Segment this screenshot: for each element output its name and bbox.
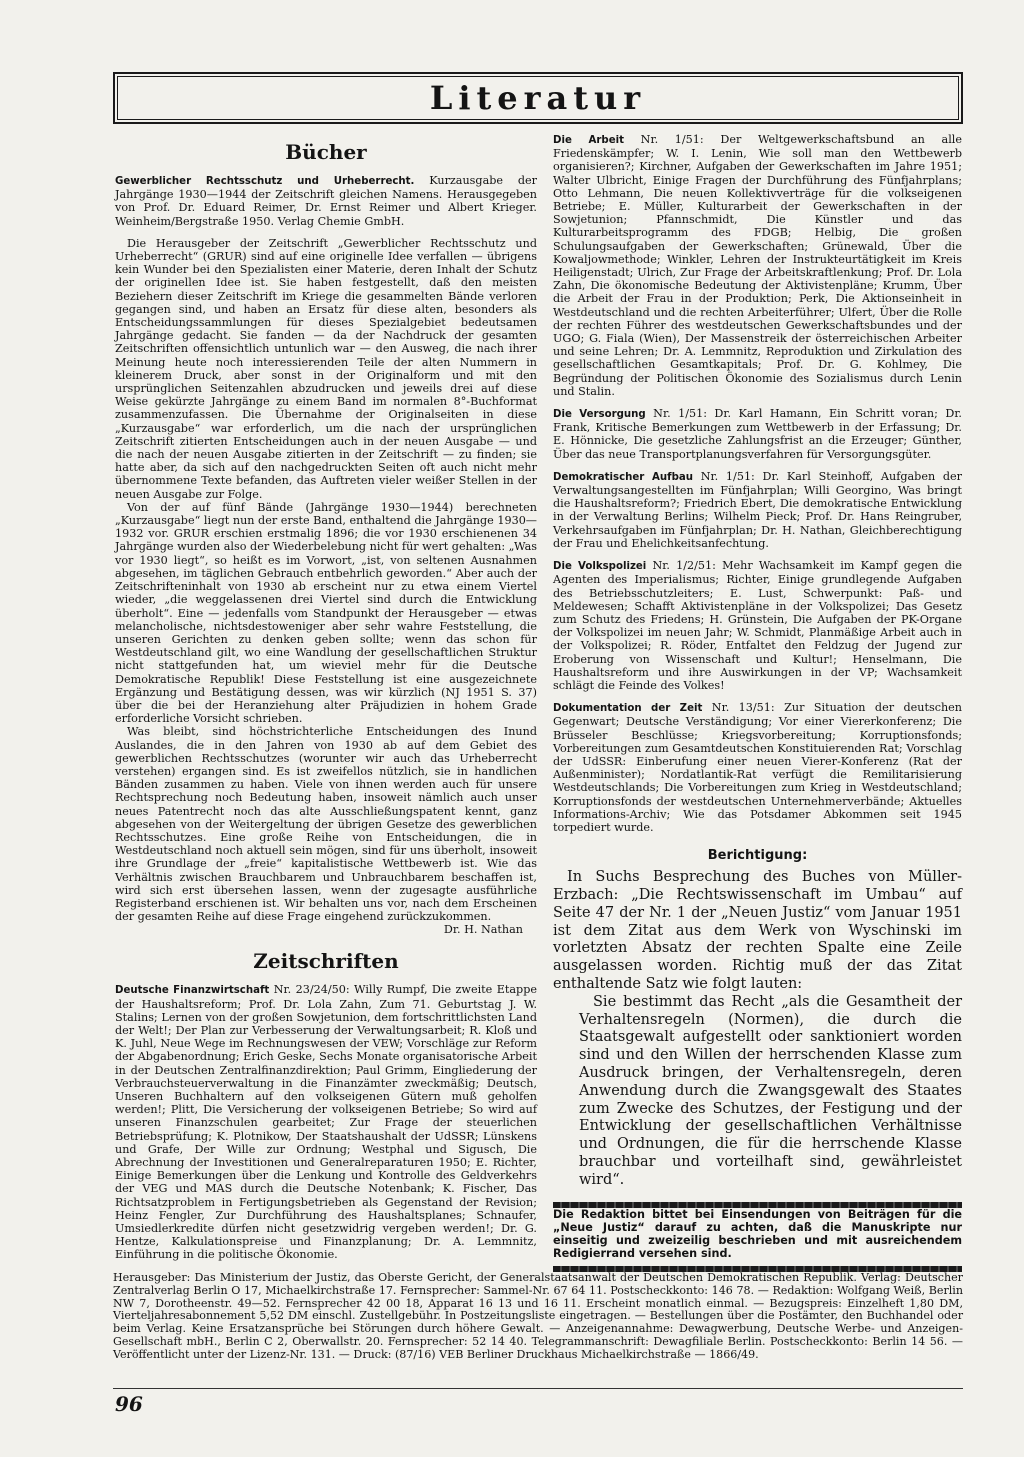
review-signature: Dr. H. Nathan <box>443 923 523 937</box>
editorial-notice: Die Redaktion bittet bei Einsendungen von Beiträgen für die „Neue Justiz“ darauf zu achten, daß die Manuskripte nur einseitig und zweizeilig beschrieben und mit ausreichendem Redigierrand versehen sind. <box>553 1207 962 1261</box>
page-number: 96 <box>115 1392 143 1416</box>
review-paragraph-3-text: Was bleibt, sind höchstrichterliche Entscheidungen des Inund Auslandes, die in den Jahren von 1930 ab auf dem Gebiet des gewerblichen Rechtsschutzes (worunter wir auch das Urheberrecht verstehen) ergangen sind. Es ist zweifellos nützlich, sie in handlichen Bänden zusammen zu haben. Viele von ihnen werden auch für unsere Rechtsprechung noch Bedeutung haben, insoweit nämlich auch unser neues Patentrecht noch das alte Ausschließungspatent kennt, ganz abgesehen von der Weitergeltung der übrigen Gesetze des gewerblichen Rechtsschutzes. Eine große Reihe von Entscheidungen, die in Westdeutschland noch aktuell sein mögen, sind für uns überholt, insoweit ihre Grundlage der „freie“ kapitalistische Wettbewerb ist. Wie das Verhältnis zwischen Brauchbarem und Unbrauchbarem beschaffen ist, wird sich erst übersehen lassen, wenn der zugesagte ausführliche Registerband erschienen ist. Wir behalten uns vor, nach dem Erscheinen der gesamten Reihe auf diese Frage eingehend zurückzukommen. <box>115 725 537 924</box>
correction-heading: Berichtigung: <box>707 848 808 864</box>
review-paragraph-1: Die Herausgeber der Zeitschrift „Gewerblicher Rechtsschutz und Urheberrecht“ (GRUR) sind auf eine originelle Idee verfallen — übrigens kein Wunder bei den Spezialisten einer Materie, deren Inhalt der Schutz der originellen Idee ist. Sie haben festgestellt, daß den meisten Beziehern dieser Zeitschrift im Kriege die gesammelten Bände verloren gegangen sind, und haben an Ersatz für diese alten, besonders als Entscheidungssammlungen für dieses Spezialgebiet bedeutsamen Jahrgänge gedacht. Sie fanden — da der Nachdruck der gesamten Zeitschriften offensichtlich untunlich war — den Ausweg, die nach ihrer Meinung heute noch interessierenden Teile der alten Nummern in kleinerem Druck, aber sonst in der Originalform und mit den ursprünglichen Seitenzahlen abzudrucken und jeweils drei auf diese Weise gekürzte Jahrgänge zu einem Band im normalen 8°-Buchformat zusammenzufassen. Die Übernahme der Originalseiten in diese „Kurzausgabe“ war erforderlich, um die nach der ursprünglichen Zeitschrift zitierten Entscheidungen auch in der neuen Ausgabe — und die nach der neuen Ausgabe zitierten in der Zeitschrift — zu finden; sie hatte aber, da sich auf den nachgedruckten Seiten oft auch nicht mehr übernommene Texte befanden, das Auftreten vieler weißer Stellen in der neuen Ausgabe zur Folge. <box>115 236 537 501</box>
correction-block <box>553 848 962 1189</box>
journals-heading: Zeitschriften <box>253 949 399 974</box>
left-column <box>115 133 537 1271</box>
journal-entry-die-volkspolizei <box>553 559 962 692</box>
correction-text: In Suchs Besprechung des Buches von Müller-Erzbach: „Die Rechtswissenschaft im Umbau“ auf Seite 47 der Nr. 1 der „Neuen Justiz“ vom Januar 1951 ist dem Zitat aus dem Werk von Wyschinski im vorletzten Absatz der rechten Spalte eine Zeile ausgelassen worden. Richtig muß der das Zitat enthaltende Satz wie folgt lauten: <box>553 869 962 992</box>
book-citation <box>115 174 537 228</box>
review-paragraph-3 <box>115 725 537 937</box>
journal-contents: Nr. 1/51: Dr. Karl Hamann, Ein Schritt voran; Dr. Frank, Kritische Bemerkungen zum Wettbewerb in der Erfassung; Dr. E. Hönnicke, Die gesetzliche Zahlungsfrist an die Erzeuger; Günther, Über das neue Transportplanungsverfahren für Versorgungsgüter. <box>553 407 962 461</box>
journal-contents: Nr. 1/51: Der Weltgewerkschaftsbund an alle Friedenskämpfer; W. I. Lenin, Wie soll man den Wettbewerb organisieren?; Kirchner, Aufgaben der Gewerkschaften im Jahre 1951; Walter Ulbricht, Einige Fragen der Durchführung des Fünfjahrplans; Otto Lehmann, Die neuen Kollektivverträge für die volkseigenen Betriebe; E. Müller, Kulturarbeit der Gewerkschaften in der Sowjetunion; Pfannschmidt, Die Künstler und das Kulturarbeitsprogramm des FDGB; Helbig, Die großen Schulungsaufgaben der Gewerkschaften; Grünewald, Über die Kowaljowmethode; Winkler, Lehren der Instrukteurtätigkeit im Kreis Heiligenstadt; Ulrich, Zur Frage der Arbeitskraftlenkung; Prof. Dr. Lola Zahn, Die ökonomische Bedeutung der Aktivistenpläne; Krumm, Über die Arbeit der Frau in der Produktion; Perk, Die Aktionseinheit in Westdeutschland und die rechten Arbeiterführer; Ulfert, Über die Rolle der rechten Führer des westdeutschen Gewerkschaftsbundes und der UGO; G. Fiala (Wien), Der Massenstreik der österreichischen Arbeiter und seine Lehren; Dr. A. Lemmnitz, Reproduktion und Zirkulation des gesellschaftlichen Gesamtkapitals; Prof. Dr. G. Kohlmey, Die Begründung der Politischen Ökonomie des Sozialismus durch Lenin und Stalin. <box>553 133 962 398</box>
journal-contents: Nr. 23/24/50: Willy Rumpf, Die zweite Etappe der Haushaltsreform; Prof. Dr. Lola Zahn, Zum 71. Geburtstag J. W. Stalins; Lernen von der großen Sowjetunion, dem fortschrittlichsten Land der Welt!; Der Plan zur Verbesserung der Verwaltungsarbeit; R. Kloß und K. Juhl, Neue Wege im Rechnungswesen der VEW; Vorschläge zur Reform der Abgabenordnung; Erich Geske, Sechs Monate organisatorische Arbeit in der Deutschen Zentralfinanzdirektion; Paul Grimm, Eingliederung der Verbrauchsteuerverwaltung in die Finanzämter zweckmäßig; Deutsch, Unseren Buchhaltern auf den volkseigenen Gütern muß geholfen werden!; Plitt, Die Versicherung der volkseigenen Betriebe; So wird auf unseren Finanzschulen gearbeitet; Zur Frage der steuerlichen Betriebsprüfung; K. Plotnikow, Der Staatshaushalt der UdSSR; Lünskens und Grafe, Der Wille zur Ordnung; Westphal und Sigusch, Die Abrechnung der Investitionen und Generalreparaturen 1950; E. Richter, Einige Bemerkungen über die Lenkung und Kontrolle des Geldverkehrs der VEG und MAS durch die Deutsche Notenbank; K. Fischer, Das Richtsatzproblem in Fertigungsbetrieben als Gegenstand der Revision; Heinz Fengler, Zur Durchführung des Haushaltsplanes; Schnaufer, Umsiedlerkredite dürfen nicht gesetzwidrig vergeben werden!; Dr. G. Hentze, Kalkulationspreise und Finanzplanung; Dr. A. Lemmnitz, Einführung in die politische Ökonomie. <box>115 983 538 1262</box>
correction-quote: Sie bestimmt das Recht „als die Gesamtheit der Verhaltensregeln (Normen), die durch die Staatsgewalt aufgestellt oder sanktioniert worden sind und den Willen der herrschenden Klasse zum Ausdruck bringen, der Verhaltensregeln, deren Anwendung durch die Zwangsgewalt des Staates zum Zwecke des Schutzes, der Festigung und der Entwicklung der gesellschaftlichen Verhältnisse und Ordnungen, die für die herrschende Klasse brauchbar und vorteilhaft sind, gewährleistet wird“. <box>579 993 962 1188</box>
footer-rule <box>113 1388 963 1389</box>
journal-entry-demokratischer-aufbau <box>553 470 962 550</box>
journal-title: Dokumentation der Zeit <box>553 703 703 715</box>
journal-entry-deutsche-finanzwirtschaft <box>115 983 537 1261</box>
journal-title: Die Versorgung <box>553 409 646 421</box>
journal-title: Die Arbeit <box>553 135 624 146</box>
right-column <box>553 133 962 1272</box>
journal-entry-die-arbeit <box>553 133 962 398</box>
imprint: Herausgeber: Das Ministerium der Justiz, das Oberste Gericht, der Generalstaatsanwalt der Deutschen Demokratischen Republik. Verlag: Deutscher Zentralverlag Berlin O 17, Michaelkirchstraße 17. Fernsprecher: Sammel-Nr. 67 64 11. Postscheckkonto: 146 78. — Redaktion: Wolfgang Weiß, Berlin NW 7, Dorotheenstr. 49—52. Fernsprecher 42 00 18, Apparat 16 13 und 16 11. Erscheint monatlich einmal. — Bezugspreis: Einzelheft 1,80 DM, Vierteljahresabonnement 5,52 DM einschl. Zustellgebühr. In Postzeitungsliste eingetragen. — Bestellungen über die Postämter, den Buchhandel oder beim Verlag. Keine Ersatzansprüche bei Störungen durch höhere Gewalt. — Anzeigenannahme: Dewagwerbung, Deutsche Werbe- und Anzeigen-Gesellschaft mbH., Berlin C 2, Oberwallstr. 20. Fernsprecher: 52 14 40. Telegrammanschrift: Dewagfiliale Berlin. Postscheckkonto: Berlin 14 56. — Veröffentlicht unter der Lizenz-Nr. 131. — Druck: (87/16) VEB Berliner Druckhaus Michaelkirchstraße — 1866/49. <box>113 1271 963 1361</box>
journal-title: Deutsche Finanzwirtschaft <box>115 985 270 997</box>
book-citation-text: Kurzausgabe der Jahrgänge 1930—1944 der Zeitschrift gleichen Namens. Herausgegeben von Prof. Dr. Eduard Reimer, Dr. Ernst Reimer und Albert Krieger. Weinheim/Bergstraße 1950. Verlag Chemie GmbH. <box>115 174 537 228</box>
journal-entry-dokumentation-der-zeit <box>553 701 962 834</box>
book-title: Gewerblicher Rechtsschutz und Urheberrecht. <box>115 176 415 187</box>
journal-title: Die Volkspolizei <box>553 561 647 573</box>
section-title: Literatur <box>429 79 647 117</box>
journal-entry-die-versorgung <box>553 407 962 461</box>
journal-contents: Nr. 13/51: Zur Situation der deutschen Gegenwart; Deutsche Verständigung; Vor einer Viererkonferenz; Die Brüsseler Beschlüsse; Kriegsvorbereitung; Korruptionsfonds; Vorbereitungen zum Gesamtdeutschen Konstituierenden Rat; Vorschlag der UdSSR: Einberufung einer neuen Vierer-Konferenz (Rat der Außenminister); Nordatlantik-Rat verfügt die Remilitarisierung Westdeutschlands; Die Vorbereitungen zum Krieg in Westdeutschland; Korruptionsfonds der westdeutschen Unternehmerverbände; Aktuelles Informations-Archiv; Wie das Potsdamer Abkommen seit 1945 torpediert wurde. <box>553 701 962 834</box>
journal-contents: Nr. 1/51: Dr. Karl Steinhoff, Aufgaben der Verwaltungsangestellten im Fünfjahrplan; Willi Georgino, Was bringt die Haushaltsreform?; Friedrich Ebert, Die demokratische Entwicklung in der Verwaltung Berlins; Wilhelm Pieck; Prof. Dr. Hans Reingruber, Verkehrsaufgaben im Fünfjahrplan; Dr. H. Nathan, Gleichberechtigung der Frau und Ehelichkeitsanfechtung. <box>553 469 963 550</box>
review-paragraph-2: Von der auf fünf Bände (Jahrgänge 1930—1944) berechneten „Kurzausgabe“ liegt nun der erste Band, enthaltend die Jahrgänge 1930—1932 vor. GRUR erschien erstmalig 1896; die vor 1930 erschienenen 34 Jahrgänge wurden also der Wiederbelebung nicht für wert gehalten: „Was vor 1930 liegt“, so heißt es im Vorwort, „ist, von seltenen Ausnahmen abgesehen, im täglichen Gebrauch entbehrlich geworden.“ Aber auch der Zeitschrifteninhalt von 1930 ab erscheint nur zu etwa einem Viertel wieder, „die weggelassenen drei Viertel sind durch die Entwicklung überholt“. Eine — jedenfalls vom Standpunkt der Herausgeber — etwas melancholische, nichtsdestoweniger aber sehr wahre Feststellung, die unseren Gerichten zu denken geben sollte; wenn das schon für Westdeutschland gilt, wo eine Wandlung der gesellschaftlichen Struktur nicht stattgefunden hat, um wieviel mehr für die Deutsche Demokratische Republik! Diese Feststellung ist eine ausgezeichnete Ergänzung und Bestätigung dessen, was wir kürzlich (NJ 1951 S. 37) über die bei der Heranziehung alter Präjudizien in hohem Grade erforderliche Vorsicht schrieben. <box>115 500 537 726</box>
journal-contents: Nr. 1/2/51: Mehr Wachsamkeit im Kampf gegen die Agenten des Imperialismus; Richter, Einige grundlegende Aufgaben des Betriebsschutzleiters; E. Lust, Schwerpunkt: Paß- und Meldewesen; Schafft Aktivistenpläne in der Volkspolizei; Das Gesetz zum Schutz des Friedens; H. Grünstein, Die Aufgaben der PK-Organe der Volkspolizei im neuen Jahr; W. Schmidt, Planmäßige Arbeit auch in der Volkspolizei; R. Röder, Entfaltet den Feldzug der Jugend zur Eroberung von Wissenschaft und Kultur!; Henselmann, Die Haushaltsreform und ihre Auswirkungen in der VP; Wachsamkeit schlägt die Feinde des Volkes! <box>553 559 963 692</box>
books-heading: Bücher <box>285 140 367 164</box>
journal-title: Demokratischer Aufbau <box>553 471 694 483</box>
section-title-box <box>113 72 963 124</box>
